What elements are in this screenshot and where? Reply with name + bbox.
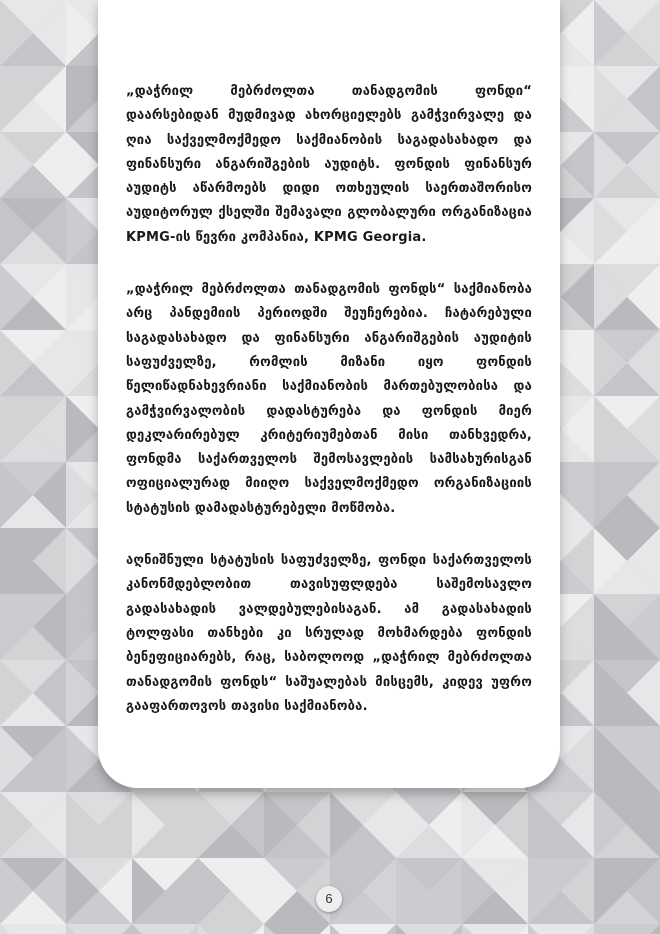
paragraph-2: „დაჭრილ მებრძოლთა თანადგომის ფონდს“ საქმიანობა არც პანდემიის პერიოდში შეუჩერებია. ჩატარებული საგადასახადო და ფინანსური ანგარიშგების აუდიტის საფუძველზე, რომლის მიზანი იყო ფონდის წელიწადნახევრიანი საქმიანობის მართებულობისა და გამჭვირვალობის დადასტურება და ფონდის მიერ დეკლარირებულ კრიტერიუმებთან მისი თანხვედრა, ფონდმა საქართველოს შემოსავლების სამსახურისგან ოფიციალურად მიიღო საქველმოქმედო ორგანიზაციის სტატუსის დამადასტურებელი მოწმობა. [126, 282, 532, 516]
background-tile [462, 924, 528, 934]
paragraph-3: აღნიშნული სტატუსის საფუძველზე, ფონდი საქართველოს კანონმდებლობით თავისუფლდება საშემოსავლო გადასახადის ვალდებულებისაგან. ამ გადასახადის ტოლფასი თანხები კი სრულად მოხმარდება ფონდის ბენეფიციარებს, რაც, საბოლოოდ „დაჭრილ მებრძოლთა თანადგომის ფონდს“ საშუალებას მისცემს, კიდევ უფრო გააფართოვოს თავისი საქმიანობა. [126, 553, 532, 714]
background-tile [264, 924, 330, 934]
background-tile [0, 924, 66, 934]
paragraph-1: „დაჭრილ მებრძოლთა თანადგომის ფონდი“ დაარსებიდან მუდმივად ახორციელებს გამჭვირვალე და ღია საქველმოქმედო საქმიანობის საგადასახადო და ფინანსური ანგარიშგების აუდიტს. ფონდის ფინანსურ აუდიტს აწარმოებს დიდი ოთხეულის საერთაშორისო აუდიტორულ ქსელში შემავალი გლობალური ორგანიზაცია KPMG-ის წევრი კომპანია, KPMG Georgia. [126, 84, 532, 245]
background-tile [594, 924, 660, 934]
content-card [98, 0, 560, 788]
background-tile [132, 924, 198, 934]
background-tile [396, 924, 462, 934]
background-tile [66, 924, 132, 934]
background-tile [330, 924, 396, 934]
page-number: 6 [316, 886, 342, 912]
background-tile [528, 924, 594, 934]
background-tile [198, 924, 264, 934]
